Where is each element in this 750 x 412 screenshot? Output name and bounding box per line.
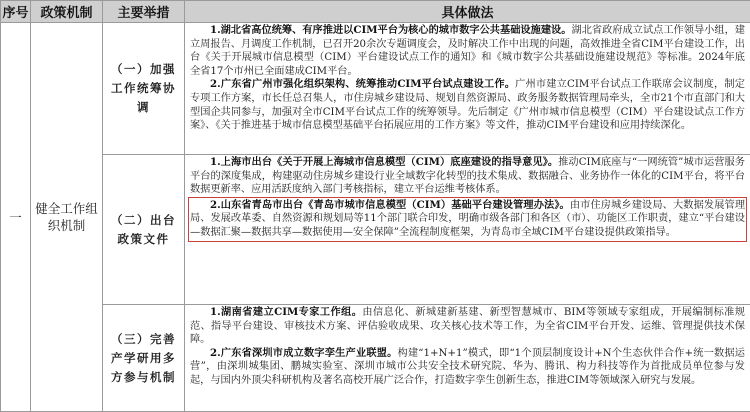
item-body: 由信息化、新城建新基建、新型智慧城市、BIM等领域专家组成，开展编制标准规范、指导平台建设、审核技术方案、评估验收成果、攻关核心技术等工作，为全省CIM平台开发、运维、管理提供技术保障。 [190,307,745,345]
table-row [1,155,750,305]
row-seq: 一 [1,23,31,412]
table-row [1,305,750,412]
header-details: 具体做法 [185,1,750,23]
measure-2: （二）出台政策文件 [103,155,185,305]
header-measure: 主要举措 [103,1,185,23]
item-body: 广州市建立CIM平台试点工作联席会议制度，制定专项工作方案，市长任总召集人，市住房城乡建设局、规划自然资源局、政务服务数据管理局牵头，全市21个市直部门和大型国企共同参与，加强对全市CIM平台试点工作的统筹领导。先后制定《广州市城市信息模型（CIM）平台建设试点工作方案》、《关于推进基于城市信息模型基础平台拓展应用的工作方案》等文件，推动CIM平台建设和应用持续深化。 [190,79,745,131]
measure-3: （三）完善产学研用多方参与机制 [103,305,185,412]
item-lead: 2.山东省青岛市出台《青岛市城市信息模型（CIM）基础平台建设管理办法》。 [210,199,570,211]
details-3 [185,305,750,412]
item-body: 推动CIM底座与“一网统管”城市运营服务平台的深度集成，构建驱动住房城乡建设行业全域数字化转型的技术集成、数据融合、业务协作一体化的CIM平台，将平台数据更新率、应用活跃度纳入部门考核指标，建立平台运维考核体系。 [190,157,745,195]
detail-item [190,24,745,78]
item-body: 湖北省政府成立试点工作领导小组，建立周报告、月调度工作机制，已召开20余次专题调度会，及时解决工作中出现的问题，高效推进全省CIM平台建设工作，出台《关于开展城市信息模型（CIM）平台建设试点工作的通知》和《城市数字公共基础设施建设规范》等标准。2024年底全省17个市州已全面建成CIM平台。 [190,25,745,77]
detail-item [190,306,745,347]
table-body [1,23,750,412]
item-lead: 1.湖南省建立CIM专家工作组。 [210,306,362,318]
detail-item [190,78,745,132]
detail-item [190,347,745,388]
highlighted-detail-item [190,199,745,240]
measure-1: （一）加强工作统筹协调 [103,23,185,155]
item-lead: 2.广东省广州市强化组织架构、统筹推动CIM平台试点建设工作。 [210,78,515,90]
header-mechanism: 政策机制 [31,1,103,23]
item-body: 由市住房城乡建设局、大数据发展管理局、发展改革委、自然资源和规划局等11个部门联合印发，明确市级各部门和各区（市）、功能区工作职责，建立“平台建设—数据汇聚—数据共享—数据使用—安全保障”全流程制度框架，为青岛市全域CIM平台建设提供政策指导。 [190,200,745,238]
item-lead: 1.上海市出台《关于开展上海城市信息模型（CIM）底座建设的指导意见》。 [210,156,558,168]
details-2 [185,155,750,305]
header-seq: 序号 [1,1,31,23]
table-header [1,1,750,23]
detail-item [190,156,745,197]
row-mechanism: 健全工作组织机制 [31,23,103,412]
item-lead: 1.湖北省高位统筹、有序推进以CIM平台为核心的城市数字公共基础设施建设。 [210,24,571,36]
header-row [1,1,750,23]
item-body: 构建“1+N+1”模式，即“1个顶层制度设计+N个生态伙伴合作+统一数据运营”，由深圳城集团、鹏城实验室、深圳市城市公共安全技术研究院、华为、腾讯、构力科技等作为首批成员单位参与发起，与国内外顶尖科研机构及著名高校开展广泛合作，打造数字孪生创新生态，推进CIM等领域深入研究与发展。 [190,348,745,386]
table-row [1,23,750,155]
details-1 [185,23,750,155]
item-lead: 2.广东省深圳市成立数字孪生产业联盟。 [210,347,398,359]
